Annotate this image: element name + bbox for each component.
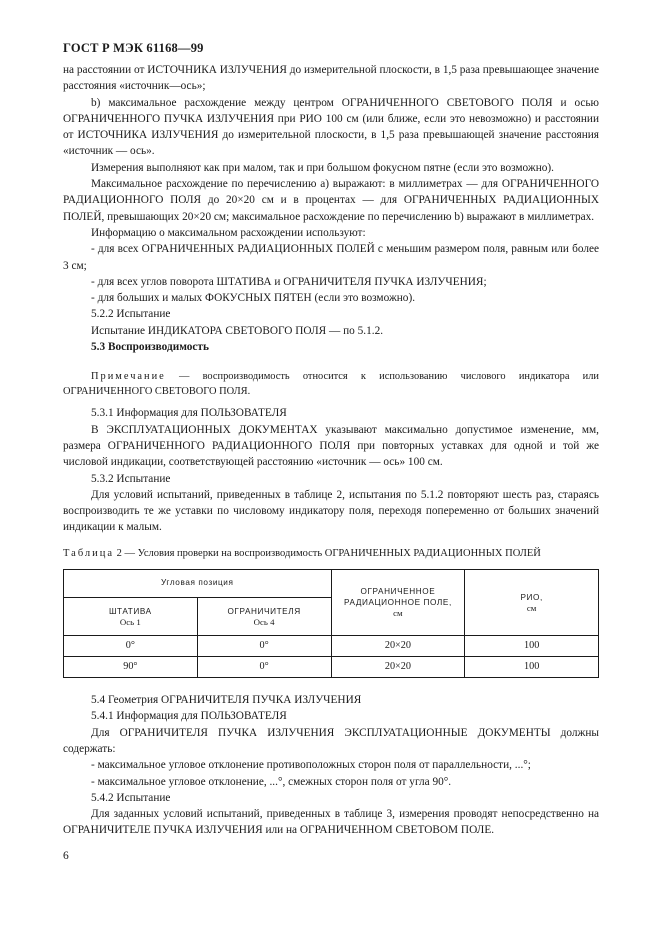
table-cell: 0° xyxy=(64,636,198,657)
paragraph: Измерения выполняют как при малом, так и при большом фокусном пятне (если это возможно). xyxy=(91,161,555,174)
section-heading: 5.4 Геометрия ОГРАНИЧИТЕЛЯ ПУЧКА ИЗЛУЧЕНИЯ xyxy=(91,694,362,707)
list-item: - для всех ОГРАНИЧЕННЫХ РАДИАЦИОННЫХ ПОЛЕЙ с меньшим размером поля, равным или более 3 см; xyxy=(63,243,599,272)
table-cell: 90° xyxy=(64,657,198,678)
paragraph: Максимальное расхождение по перечислению а) выражают: в миллиметрах — для ОГРАНИЧЕННОГО РАДИАЦИОННОГО ПОЛЯ до 20×20 см и в процентах — для ОГРАНИЧЕННЫХ РАДИАЦИОННЫХ ПОЛЕЙ, превышающих 20×20 см; максимальное расхождение по перечислению b) выражают в миллиметрах. xyxy=(63,178,599,223)
section-heading: 5.2.2 Испытание xyxy=(91,308,171,321)
table-cell: 0° xyxy=(197,657,331,678)
section-heading: 5.3.1 Информация для ПОЛЬЗОВАТЕЛЯ xyxy=(91,407,287,420)
table-row xyxy=(64,636,599,657)
list-item: - максимальное угловое отклонение, ...°, смежных сторон поля от угла 90°. xyxy=(91,775,452,788)
page-number: 6 xyxy=(63,850,69,862)
table-caption-text: 2 — Условия проверки на воспроизводимость ОГРАНИЧЕННЫХ РАДИАЦИОННЫХ ПОЛЕЙ xyxy=(114,547,541,559)
table-header-field: ОГРАНИЧЕННОЕ РАДИАЦИОННОЕ ПОЛЕ, см xyxy=(331,570,465,636)
page-body xyxy=(63,62,599,839)
paragraph: Для заданных условий испытаний, приведенных в таблице 3, измерения проводят непосредственно на ОГРАНИЧИТЕЛЕ ПУЧКА ИЗЛУЧЕНИЯ или на ОГРАНИЧЕННОМ СВЕТОВОМ ПОЛЕ. xyxy=(63,808,599,837)
section-heading: 5.3.2 Испытание xyxy=(91,472,171,485)
list-item: - максимальное угловое отклонение противоположных сторон поля от параллельности, ...°; xyxy=(91,759,531,772)
paragraph: b) максимальное расхождение между центром ОГРАНИЧЕННОГО СВЕТОВОГО ПОЛЯ и осью ОГРАНИЧЕННОГО ПУЧКА ИЗЛУЧЕНИЯ при РИО 100 см (или ближе, если это невозможно) и расстоянии от ИСТОЧНИКА ИЗЛУЧЕНИЯ до измерительной плоскости, в 1,5 раза превышающей значение расстояния «источник — ось». xyxy=(63,96,599,158)
table-cell: 100 xyxy=(465,657,599,678)
section-heading: 5.4.2 Испытание xyxy=(91,791,171,804)
list-item: - для больших и малых ФОКУСНЫХ ПЯТЕН (если это возможно). xyxy=(91,292,416,305)
document-header: ГОСТ Р МЭК 61168—99 xyxy=(63,41,204,55)
paragraph: В ЭКСПЛУАТАЦИОННЫХ ДОКУМЕНТАХ указывают максимально допустимое изменение, мм, размера ОГРАНИЧЕННОГО РАДИАЦИОННОГО ПОЛЯ при повторных уставках для одной и той же числовой индикации, соответствующей расстоянию «источник — ось» 100 см. xyxy=(63,423,599,469)
paragraph: Испытание ИНДИКАТОРА СВЕТОВОГО ПОЛЯ — по 5.1.2. xyxy=(91,324,384,337)
table-cell: 0° xyxy=(197,636,331,657)
paragraph: Для ОГРАНИЧИТЕЛЯ ПУЧКА ИЗЛУЧЕНИЯ ЭКСПЛУАТАЦИОННЫЕ ДОКУМЕНТЫ должны содержать: xyxy=(63,726,599,755)
table-row xyxy=(64,657,599,678)
table-header-gantry: ШТАТИВА Ось 1 xyxy=(64,598,198,636)
note-label: Примечание xyxy=(91,371,166,383)
section-heading: 5.4.1 Информация для ПОЛЬЗОВАТЕЛЯ xyxy=(91,710,287,723)
table-label: Таблица xyxy=(63,547,115,559)
table-caption xyxy=(63,546,599,562)
note xyxy=(63,369,599,399)
paragraph: Для условий испытаний, приведенных в таблице 2, испытания по 5.1.2 повторяют шесть раз, стараясь воспроизводить те же уставки по числовому индикатору поля, переходя попеременно от больших значений индикации к малым. xyxy=(63,488,599,534)
data-table xyxy=(63,569,599,678)
table-cell: 20×20 xyxy=(331,657,465,678)
note-text: — воспроизводимость относится к использованию числового индикатора или ОГРАНИЧЕННОГО СВЕТОВОГО ПОЛЯ. xyxy=(63,371,599,398)
list-item: - для всех углов поворота ШТАТИВА и ОГРАНИЧИТЕЛЯ ПУЧКА ИЗЛУЧЕНИЯ; xyxy=(91,275,487,288)
table-header-collimator: ОГРАНИЧИТЕЛЯ Ось 4 xyxy=(197,598,331,636)
section-heading: 5.3 Воспроизводимость xyxy=(91,341,209,354)
table-cell: 100 xyxy=(465,636,599,657)
paragraph: Информацию о максимальном расхождении используют: xyxy=(91,226,366,239)
paragraph: на расстоянии от ИСТОЧНИКА ИЗЛУЧЕНИЯ до измерительной плоскости, в 1,5 раза превышающее значение расстояния «источник—ось»; xyxy=(63,64,599,93)
table-group-header: Угловая позиция xyxy=(64,570,332,598)
table-cell: 20×20 xyxy=(331,636,465,657)
table-header-sid: РИО, см xyxy=(465,570,599,636)
